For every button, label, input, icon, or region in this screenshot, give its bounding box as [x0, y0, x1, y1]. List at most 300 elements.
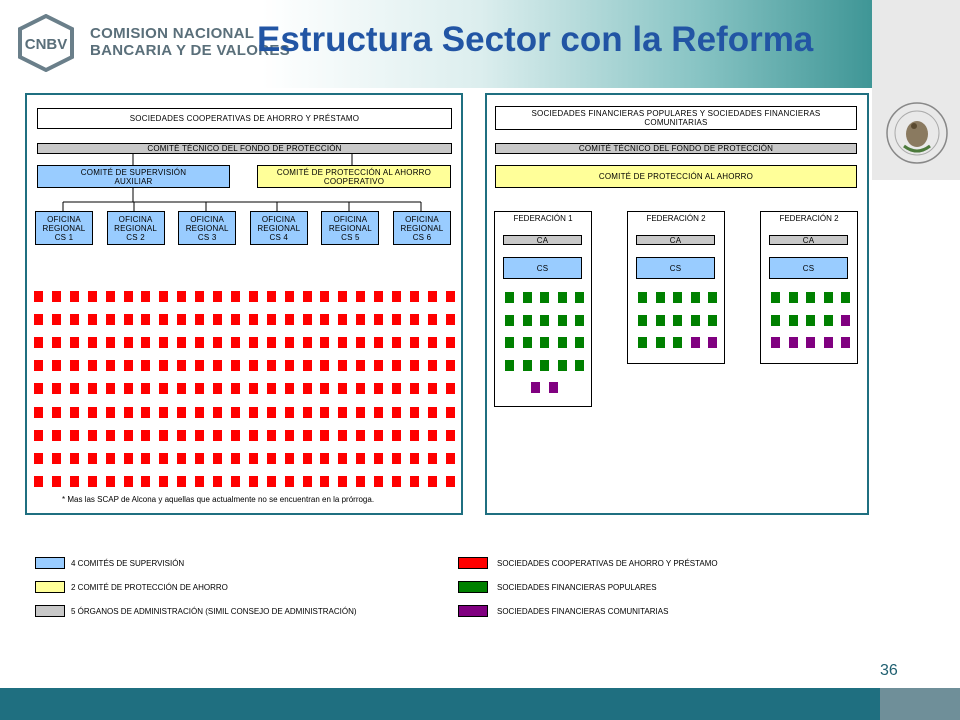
scap-square — [428, 476, 437, 487]
scap-square — [374, 360, 383, 371]
sofipo-square — [558, 292, 567, 303]
regional-office-text: REGIONAL — [42, 223, 86, 233]
sofipo-title-box: SOCIEDADES FINANCIERAS POPULARES Y SOCIEDADES FINANCIERAS COMUNITARIAS — [495, 106, 857, 130]
scap-square — [267, 360, 276, 371]
sofipo-square — [691, 292, 700, 303]
federation-cs-box: CS — [769, 257, 848, 279]
savings-protection-committee: COMITÉ DE PROTECCIÓN AL AHORRO — [495, 165, 857, 188]
sofipo-square — [575, 337, 584, 348]
sofipo-square — [558, 315, 567, 326]
scap-square — [213, 430, 222, 441]
scap-square — [231, 383, 240, 394]
sofico-square — [841, 315, 850, 326]
regional-office-text: REGIONAL — [328, 223, 372, 233]
scap-square — [356, 360, 365, 371]
scap-square — [159, 453, 168, 464]
scap-square — [446, 453, 455, 464]
scap-square — [70, 476, 79, 487]
scap-square — [195, 337, 204, 348]
sofipo-square — [540, 292, 549, 303]
scap-square — [267, 476, 276, 487]
regional-office-text: CS 2 — [126, 232, 145, 242]
cooperative-protection-committee: COMITÉ DE PROTECCIÓN AL AHORRO COOPERATIVO — [257, 165, 451, 188]
scap-square — [410, 360, 419, 371]
scap-square — [428, 383, 437, 394]
scap-square — [106, 407, 115, 418]
scap-square — [106, 453, 115, 464]
scap-square — [374, 337, 383, 348]
scap-square — [374, 407, 383, 418]
scap-square — [195, 314, 204, 325]
scap-square — [428, 314, 437, 325]
scap-square — [249, 314, 258, 325]
sofipo-square — [656, 315, 665, 326]
scap-square — [285, 430, 294, 441]
scap-square — [285, 337, 294, 348]
legend-swatch — [35, 557, 65, 569]
federation-ca-box: CA — [636, 235, 715, 245]
sofipo-square — [771, 292, 780, 303]
scap-square — [70, 360, 79, 371]
scap-square — [338, 453, 347, 464]
scap-square — [195, 383, 204, 394]
scap-square — [195, 407, 204, 418]
scap-square — [446, 337, 455, 348]
scap-square — [267, 453, 276, 464]
scap-square — [303, 360, 312, 371]
scap-square — [446, 476, 455, 487]
footer-bar — [0, 688, 880, 720]
sofipo-square — [575, 315, 584, 326]
scap-square — [88, 476, 97, 487]
regional-office-text: REGIONAL — [114, 223, 158, 233]
scap-square — [303, 291, 312, 302]
sofico-square — [771, 337, 780, 348]
scap-square — [249, 407, 258, 418]
scap-square — [88, 337, 97, 348]
federation-cs-box: CS — [503, 257, 582, 279]
scap-square — [106, 476, 115, 487]
sofipo-square — [656, 292, 665, 303]
scap-square — [195, 476, 204, 487]
sofico-square — [691, 337, 700, 348]
scap-square — [159, 383, 168, 394]
sofipo-square — [558, 337, 567, 348]
scap-square — [195, 291, 204, 302]
sofico-square — [806, 337, 815, 348]
scap-square — [52, 383, 61, 394]
federation-cs-box: CS — [636, 257, 715, 279]
sofipo-square — [638, 337, 647, 348]
scap-square — [34, 453, 43, 464]
sofipo-square — [771, 315, 780, 326]
regional-office-6 — [393, 211, 451, 245]
scap-square — [34, 407, 43, 418]
legend-label: 2 COMITÉ DE PROTECCIÓN DE AHORRO — [71, 583, 228, 592]
regional-office-4 — [250, 211, 308, 245]
scap-title-box: SOCIEDADES COOPERATIVAS DE AHORRO Y PRÉSTAMO — [37, 108, 452, 129]
scap-square — [428, 337, 437, 348]
scap-square — [303, 314, 312, 325]
scap-square — [106, 360, 115, 371]
scap-square — [320, 430, 329, 441]
scap-square — [124, 430, 133, 441]
scap-square — [392, 476, 401, 487]
sofipo-square — [656, 337, 665, 348]
left-fund-committee: COMITÉ TÉCNICO DEL FONDO DE PROTECCIÓN — [37, 143, 452, 154]
regional-office-text: OFICINA — [261, 214, 296, 224]
scap-square — [213, 407, 222, 418]
regional-office-text: REGIONAL — [257, 223, 301, 233]
scap-square — [88, 430, 97, 441]
sofipo-square — [673, 337, 682, 348]
scap-square — [356, 430, 365, 441]
scap-square — [34, 337, 43, 348]
scap-square — [303, 476, 312, 487]
regional-office-text: CS 3 — [197, 232, 217, 242]
scap-square — [410, 407, 419, 418]
scap-square — [141, 453, 150, 464]
scap-square — [267, 291, 276, 302]
scap-square — [141, 383, 150, 394]
scap-square — [88, 291, 97, 302]
scap-square — [249, 337, 258, 348]
scap-square — [141, 476, 150, 487]
scap-square — [446, 430, 455, 441]
regional-office-text: OFICINA — [190, 214, 225, 224]
scap-square — [177, 407, 186, 418]
scap-square — [231, 314, 240, 325]
footnote: * Mas las SCAP de Alcona y aquellas que actualmente no se encuentran en la prórroga. — [62, 495, 375, 504]
scap-square — [356, 314, 365, 325]
scap-square — [428, 291, 437, 302]
scap-square — [124, 407, 133, 418]
scap-square — [285, 453, 294, 464]
regional-office-text: REGIONAL — [185, 223, 229, 233]
sofipo-square — [523, 315, 532, 326]
scap-square — [428, 407, 437, 418]
scap-square — [213, 360, 222, 371]
scap-square — [356, 383, 365, 394]
scap-square — [88, 314, 97, 325]
sofipo-square — [789, 292, 798, 303]
scap-square — [70, 453, 79, 464]
scap-square — [88, 407, 97, 418]
regional-office-text: OFICINA — [333, 214, 368, 224]
scap-square — [106, 314, 115, 325]
regional-office-5 — [321, 211, 379, 245]
scap-square — [392, 360, 401, 371]
scap-square — [231, 360, 240, 371]
legend-label: 5 ÓRGANOS DE ADMINISTRACIÓN (SIMIL CONSEJO DE ADMINISTRACIÓN) — [71, 607, 357, 616]
scap-square — [446, 291, 455, 302]
federation-label: FEDERACIÓN 1 — [513, 214, 573, 223]
scap-square — [338, 314, 347, 325]
scap-square — [267, 430, 276, 441]
scap-square — [410, 476, 419, 487]
sofico-square — [708, 337, 717, 348]
scap-square — [195, 453, 204, 464]
sofico-square — [824, 337, 833, 348]
scap-square — [410, 337, 419, 348]
scap-square — [88, 383, 97, 394]
scap-square — [34, 476, 43, 487]
scap-square — [392, 314, 401, 325]
sofipo-square — [575, 292, 584, 303]
scap-square — [249, 383, 258, 394]
sofipo-square — [806, 292, 815, 303]
scap-square — [141, 291, 150, 302]
sofipo-square — [673, 292, 682, 303]
scap-square — [428, 360, 437, 371]
scap-square — [285, 383, 294, 394]
scap-square — [428, 430, 437, 441]
scap-square — [124, 383, 133, 394]
scap-square — [392, 337, 401, 348]
scap-square — [374, 291, 383, 302]
federation-label: FEDERACIÓN 2 — [646, 214, 706, 223]
scap-square — [356, 453, 365, 464]
scap-square — [231, 453, 240, 464]
scap-square — [303, 430, 312, 441]
scap-square — [34, 291, 43, 302]
regional-office-text: CS 1 — [54, 232, 74, 242]
scap-square — [34, 383, 43, 394]
scap-square — [177, 383, 186, 394]
scap-square — [338, 407, 347, 418]
scap-square — [285, 476, 294, 487]
scap-square — [338, 476, 347, 487]
federation-ca-box: CA — [503, 235, 582, 245]
scap-square — [213, 476, 222, 487]
scap-square — [320, 291, 329, 302]
scap-square — [52, 291, 61, 302]
scap-square — [159, 360, 168, 371]
org-name-line2: BANCARIA Y DE VALORES — [90, 42, 290, 59]
sofipo-square — [708, 292, 717, 303]
scap-square — [320, 407, 329, 418]
scap-square — [285, 360, 294, 371]
scap-square — [213, 314, 222, 325]
scap-square — [124, 337, 133, 348]
regional-office-1 — [35, 211, 93, 245]
scap-square — [338, 360, 347, 371]
org-name-line1: COMISION NACIONAL — [90, 25, 255, 42]
scap-square — [124, 291, 133, 302]
legend-label: 4 COMITÉS DE SUPERVISIÓN — [71, 559, 185, 568]
sofipo-square — [789, 315, 798, 326]
scap-square — [249, 453, 258, 464]
scap-square — [177, 314, 186, 325]
scap-square — [356, 476, 365, 487]
sofipo-square — [523, 292, 532, 303]
legend-swatch — [458, 605, 488, 617]
scap-square — [177, 430, 186, 441]
scap-square — [392, 407, 401, 418]
scap-square — [159, 314, 168, 325]
scap-square — [106, 291, 115, 302]
regional-office-text: CS 5 — [341, 232, 360, 242]
scap-square — [159, 291, 168, 302]
scap-square — [141, 407, 150, 418]
scap-square — [195, 360, 204, 371]
scap-square — [338, 337, 347, 348]
sofipo-square — [824, 292, 833, 303]
scap-square — [34, 430, 43, 441]
scap-square — [52, 453, 61, 464]
scap-square — [231, 291, 240, 302]
sofipo-square — [708, 315, 717, 326]
scap-square — [124, 314, 133, 325]
scap-square — [374, 476, 383, 487]
scap-square — [267, 337, 276, 348]
scap-square — [141, 360, 150, 371]
scap-square — [141, 337, 150, 348]
regional-office-text: OFICINA — [405, 214, 439, 224]
scap-square — [159, 407, 168, 418]
scap-square — [106, 383, 115, 394]
page-number: 36 — [880, 662, 898, 679]
footer-bar-right — [880, 688, 960, 720]
scap-square — [124, 453, 133, 464]
scap-square — [446, 360, 455, 371]
scap-square — [159, 430, 168, 441]
scap-square — [374, 453, 383, 464]
scap-square — [374, 383, 383, 394]
legend-label: SOCIEDADES COOPERATIVAS DE AHORRO Y PRÉSTAMO — [497, 559, 718, 568]
scap-square — [303, 407, 312, 418]
scap-square — [303, 383, 312, 394]
scap-square — [249, 291, 258, 302]
scap-square — [303, 337, 312, 348]
scap-square — [356, 291, 365, 302]
scap-square — [249, 476, 258, 487]
scap-square — [267, 314, 276, 325]
scap-square — [141, 430, 150, 441]
scap-square — [410, 430, 419, 441]
scap-square — [392, 383, 401, 394]
sofipo-square — [540, 337, 549, 348]
scap-square — [249, 360, 258, 371]
scap-square — [52, 407, 61, 418]
regional-office-3 — [178, 211, 236, 245]
scap-square — [177, 360, 186, 371]
legend-swatch — [458, 581, 488, 593]
sofipo-square — [540, 360, 549, 371]
federation-ca-box: CA — [769, 235, 848, 245]
scap-square — [428, 453, 437, 464]
sofipo-square — [691, 315, 700, 326]
regional-office-text: REGIONAL — [400, 223, 444, 233]
scap-square — [446, 314, 455, 325]
scap-square — [338, 291, 347, 302]
legend-swatch — [35, 581, 65, 593]
sofipo-square — [575, 360, 584, 371]
right-fund-committee: COMITÉ TÉCNICO DEL FONDO DE PROTECCIÓN — [495, 143, 857, 154]
regional-office-2 — [107, 211, 165, 245]
scap-square — [320, 453, 329, 464]
scap-square — [267, 407, 276, 418]
logo-text: CNBV — [24, 36, 68, 53]
scap-square — [392, 430, 401, 441]
scap-square — [159, 337, 168, 348]
scap-square — [88, 453, 97, 464]
regional-office-text: OFICINA — [118, 214, 153, 224]
scap-square — [70, 314, 79, 325]
scap-square — [249, 430, 258, 441]
scap-square — [392, 453, 401, 464]
scap-square — [177, 291, 186, 302]
sofipo-square — [841, 292, 850, 303]
sofico-square — [531, 382, 540, 393]
scap-square — [195, 430, 204, 441]
scap-square — [320, 314, 329, 325]
scap-square — [70, 337, 79, 348]
scap-square — [88, 360, 97, 371]
supervision-committee: COMITÉ DE SUPERVISIÓN AUXILIAR — [37, 165, 230, 188]
scap-square — [338, 383, 347, 394]
scap-square — [213, 453, 222, 464]
scap-square — [410, 314, 419, 325]
scap-square — [106, 337, 115, 348]
scap-square — [446, 383, 455, 394]
sofipo-square — [540, 315, 549, 326]
regional-office-text: CS 4 — [269, 232, 289, 242]
sofipo-square — [673, 315, 682, 326]
scap-square — [356, 337, 365, 348]
regional-office-text: OFICINA — [47, 214, 81, 224]
scap-square — [320, 383, 329, 394]
scap-square — [141, 314, 150, 325]
scap-square — [320, 476, 329, 487]
scap-square — [52, 314, 61, 325]
page-title: Estructura Sector con la Reforma — [257, 20, 814, 59]
sofipo-square — [806, 315, 815, 326]
scap-square — [231, 430, 240, 441]
scap-square — [410, 383, 419, 394]
scap-square — [231, 337, 240, 348]
scap-square — [285, 291, 294, 302]
scap-square — [124, 476, 133, 487]
scap-square — [231, 407, 240, 418]
legend-label: SOCIEDADES FINANCIERAS POPULARES — [497, 583, 657, 592]
scap-square — [285, 314, 294, 325]
legend-swatch — [458, 557, 488, 569]
scap-square — [34, 360, 43, 371]
legend-swatch — [35, 605, 65, 617]
scap-square — [213, 383, 222, 394]
scap-square — [70, 291, 79, 302]
scap-square — [70, 430, 79, 441]
scap-square — [410, 453, 419, 464]
sofipo-square — [523, 360, 532, 371]
scap-square — [303, 453, 312, 464]
scap-square — [177, 453, 186, 464]
scap-square — [320, 337, 329, 348]
sofipo-square — [505, 292, 514, 303]
scap-square — [70, 407, 79, 418]
scap-square — [338, 430, 347, 441]
scap-square — [177, 476, 186, 487]
sofipo-square — [638, 292, 647, 303]
scap-square — [52, 476, 61, 487]
sofipo-square — [558, 360, 567, 371]
sofipo-square — [523, 337, 532, 348]
scap-square — [52, 430, 61, 441]
scap-square — [267, 383, 276, 394]
scap-square — [356, 407, 365, 418]
scap-square — [392, 291, 401, 302]
